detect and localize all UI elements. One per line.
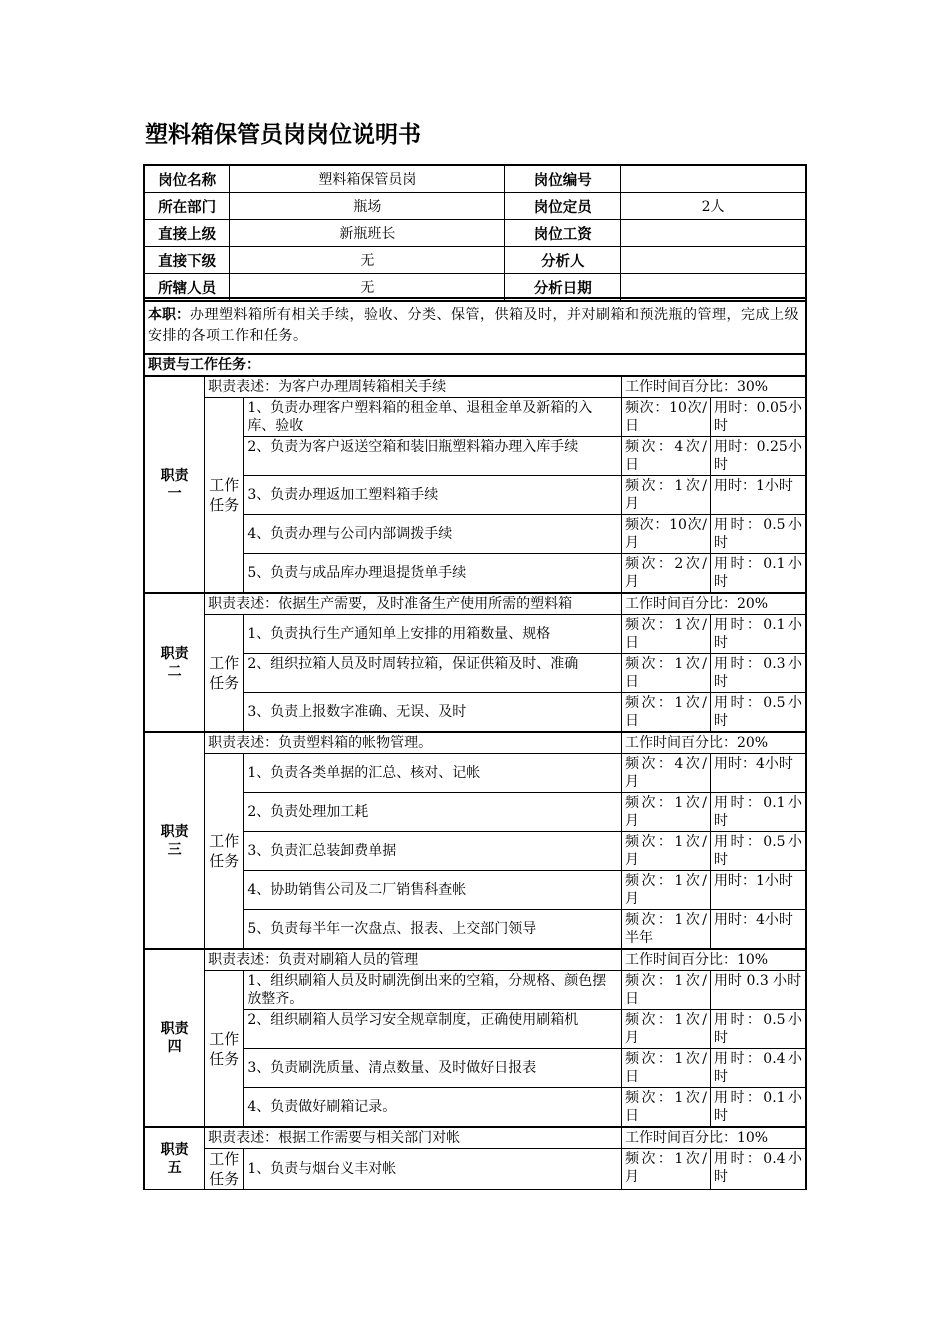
task-duration: 用时：0.05小时: [711, 398, 806, 437]
info-label: 直接上级: [144, 220, 230, 247]
task-row: [144, 615, 806, 654]
task-row: [144, 515, 806, 554]
info-value: 新瓶班长: [230, 220, 505, 247]
task-frequency: 频次：1次/日: [621, 1049, 710, 1088]
task-description: 2、组织刷箱人员学习安全规章制度，正确使用刷箱机: [244, 1010, 622, 1049]
task-row: [144, 437, 806, 476]
task-description: 4、负责办理与公司内部调拨手续: [244, 515, 622, 554]
duty-name: 职责四: [144, 949, 205, 1127]
task-frequency: 频次：10次/月: [621, 515, 710, 554]
duties-table: [143, 297, 807, 1190]
duty-name: 职责二: [144, 593, 205, 732]
task-row: [144, 554, 806, 594]
task-duration: 用时：0.1小时: [711, 1088, 806, 1128]
task-description: 2、负责处理加工耗: [244, 793, 622, 832]
task-description: 1、组织刷箱人员及时刷洗倒出来的空箱，分规格、颜色摆放整齐。: [244, 971, 622, 1010]
task-frequency: 频次：1次/日: [621, 693, 710, 733]
task-row: [144, 1049, 806, 1088]
task-description: 3、负责办理返加工塑料箱手续: [244, 476, 622, 515]
duty-statement-row: [144, 376, 806, 398]
duty-time-percent: 工作时间百分比：10%: [621, 949, 806, 971]
task-frequency: 频次：1次/日: [621, 1088, 710, 1128]
duty-time-percent: 工作时间百分比：20%: [621, 593, 806, 615]
task-row: [144, 793, 806, 832]
duty-statement: 职责表述：根据工作需要与相关部门对帐: [205, 1127, 622, 1149]
info-value: 无: [230, 247, 505, 274]
task-description: 1、负责办理客户塑料箱的租金单、退租金单及新箱的入库、验收: [244, 398, 622, 437]
info-label: 分析人: [505, 247, 621, 274]
task-duration: 用时：0.1小时: [711, 554, 806, 594]
task-description: 4、负责做好刷箱记录。: [244, 1088, 622, 1128]
duty-statement-row: [144, 949, 806, 971]
info-row: [144, 220, 806, 247]
summary-text: 办理塑料箱所有相关手续，验收、分类、保管，供箱及时，并对刷箱和预洗瓶的管理，完成上级安排的各项工作和任务。: [148, 307, 799, 344]
task-row: [144, 398, 806, 437]
task-label: 工作任务: [205, 615, 244, 733]
task-row: [144, 1010, 806, 1049]
task-row: [144, 971, 806, 1010]
summary-label: 本职：: [148, 307, 190, 323]
task-description: 4、协助销售公司及二厂销售科查帐: [244, 871, 622, 910]
info-label: 岗位编号: [505, 165, 621, 193]
task-description: 1、负责执行生产通知单上安排的用箱数量、规格: [244, 615, 622, 654]
task-duration: 用时：0.5小时: [711, 693, 806, 733]
info-label: 岗位名称: [144, 165, 230, 193]
task-row: [144, 1149, 806, 1190]
task-row: [144, 693, 806, 733]
duty-time-percent: 工作时间百分比：10%: [621, 1127, 806, 1149]
duty-statement: 职责表述：负责对刷箱人员的管理: [205, 949, 622, 971]
task-frequency: 频次：1次/日: [621, 654, 710, 693]
info-value: 2人: [621, 193, 806, 220]
info-value: 瓶场: [230, 193, 505, 220]
task-frequency: 频次：4次/月: [621, 754, 710, 793]
task-description: 5、负责每半年一次盘点、报表、上交部门领导: [244, 910, 622, 950]
info-value: [621, 247, 806, 274]
task-duration: 用时：0.1小时: [711, 793, 806, 832]
task-description: 2、组织拉箱人员及时周转拉箱，保证供箱及时、准确: [244, 654, 622, 693]
task-duration: 用时：4小时: [711, 910, 806, 950]
task-duration: 用时：1小时: [711, 871, 806, 910]
info-value: [621, 165, 806, 193]
info-row: [144, 193, 806, 220]
task-duration: 用时：1小时: [711, 476, 806, 515]
task-duration: 用时：0.4小时: [711, 1049, 806, 1088]
info-table: [143, 164, 807, 302]
task-duration: 用时：0.3小时: [711, 654, 806, 693]
task-description: 3、负责上报数字准确、无误、及时: [244, 693, 622, 733]
info-label: 所在部门: [144, 193, 230, 220]
task-frequency: 频次：1次/日: [621, 615, 710, 654]
page-title: 塑料箱保管员岗岗位说明书: [145, 122, 421, 148]
task-frequency: 频次：1次/月: [621, 476, 710, 515]
task-description: 1、负责与烟台义丰对帐: [244, 1149, 622, 1190]
task-description: 1、负责各类单据的汇总、核对、记帐: [244, 754, 622, 793]
task-description: 3、负责汇总装卸费单据: [244, 832, 622, 871]
task-duration: 用时：0.25小时: [711, 437, 806, 476]
info-label: 岗位工资: [505, 220, 621, 247]
task-description: 2、负责为客户返送空箱和装旧瓶塑料箱办理入库手续: [244, 437, 622, 476]
task-frequency: 频次：1次/月: [621, 832, 710, 871]
task-duration: 用时：4小时: [711, 754, 806, 793]
info-label: 分析日期: [505, 274, 621, 302]
task-row: [144, 754, 806, 793]
task-frequency: 频次：1次/日: [621, 971, 710, 1010]
duty-name: 职责五: [144, 1127, 205, 1190]
task-frequency: 频次：1次/月: [621, 871, 710, 910]
task-duration: 用时：0.5小时: [711, 1010, 806, 1049]
duty-statement-row: [144, 732, 806, 754]
info-value: 塑料箱保管员岗: [230, 165, 505, 193]
task-row: [144, 1088, 806, 1128]
task-frequency: 频次：1次/月: [621, 793, 710, 832]
info-value: 无: [230, 274, 505, 302]
duty-statement: 职责表述：依据生产需要，及时准备生产使用所需的塑料箱: [205, 593, 622, 615]
duty-statement-row: [144, 1127, 806, 1149]
task-frequency: 频次：1次/半年: [621, 910, 710, 950]
duty-name: 职责三: [144, 732, 205, 949]
info-label: 岗位定员: [505, 193, 621, 220]
duty-time-percent: 工作时间百分比：30%: [621, 376, 806, 398]
task-label: 工作任务: [205, 754, 244, 950]
task-row: [144, 476, 806, 515]
task-description: 5、负责与成品库办理退提货单手续: [244, 554, 622, 594]
info-row: [144, 247, 806, 274]
task-label: 工作任务: [205, 398, 244, 594]
task-row: [144, 654, 806, 693]
task-frequency: 频次：10次/日: [621, 398, 710, 437]
task-duration: 用时 0.3 小时: [711, 971, 806, 1010]
info-row: [144, 165, 806, 193]
task-duration: 用时：0.1小时: [711, 615, 806, 654]
info-value: [621, 220, 806, 247]
info-label: 所辖人员: [144, 274, 230, 302]
task-row: [144, 871, 806, 910]
task-duration: 用时：0.5小时: [711, 832, 806, 871]
summary-cell: [144, 298, 806, 354]
task-row: [144, 910, 806, 950]
task-frequency: 频次：1次/ 月: [621, 1149, 710, 1190]
task-frequency: 频次：1次/ 月: [621, 1010, 710, 1049]
duty-statement: 职责表述：为客户办理周转箱相关手续: [205, 376, 622, 398]
task-label: 工作任务: [205, 971, 244, 1128]
task-label: 工作任务: [205, 1149, 244, 1190]
duty-statement: 职责表述：负责塑料箱的帐物管理。: [205, 732, 622, 754]
task-frequency: 频次：2次/月: [621, 554, 710, 594]
duties-header: 职责与工作任务：: [144, 354, 806, 376]
duty-time-percent: 工作时间百分比：20%: [621, 732, 806, 754]
duty-statement-row: [144, 593, 806, 615]
task-frequency: 频次：4次/日: [621, 437, 710, 476]
task-row: [144, 832, 806, 871]
task-duration: 用时：0.5小时: [711, 515, 806, 554]
task-description: 3、负责刷洗质量、清点数量、及时做好日报表: [244, 1049, 622, 1088]
duty-name: 职责一: [144, 376, 205, 593]
task-duration: 用时：0.4小时: [711, 1149, 806, 1190]
info-label: 直接下级: [144, 247, 230, 274]
